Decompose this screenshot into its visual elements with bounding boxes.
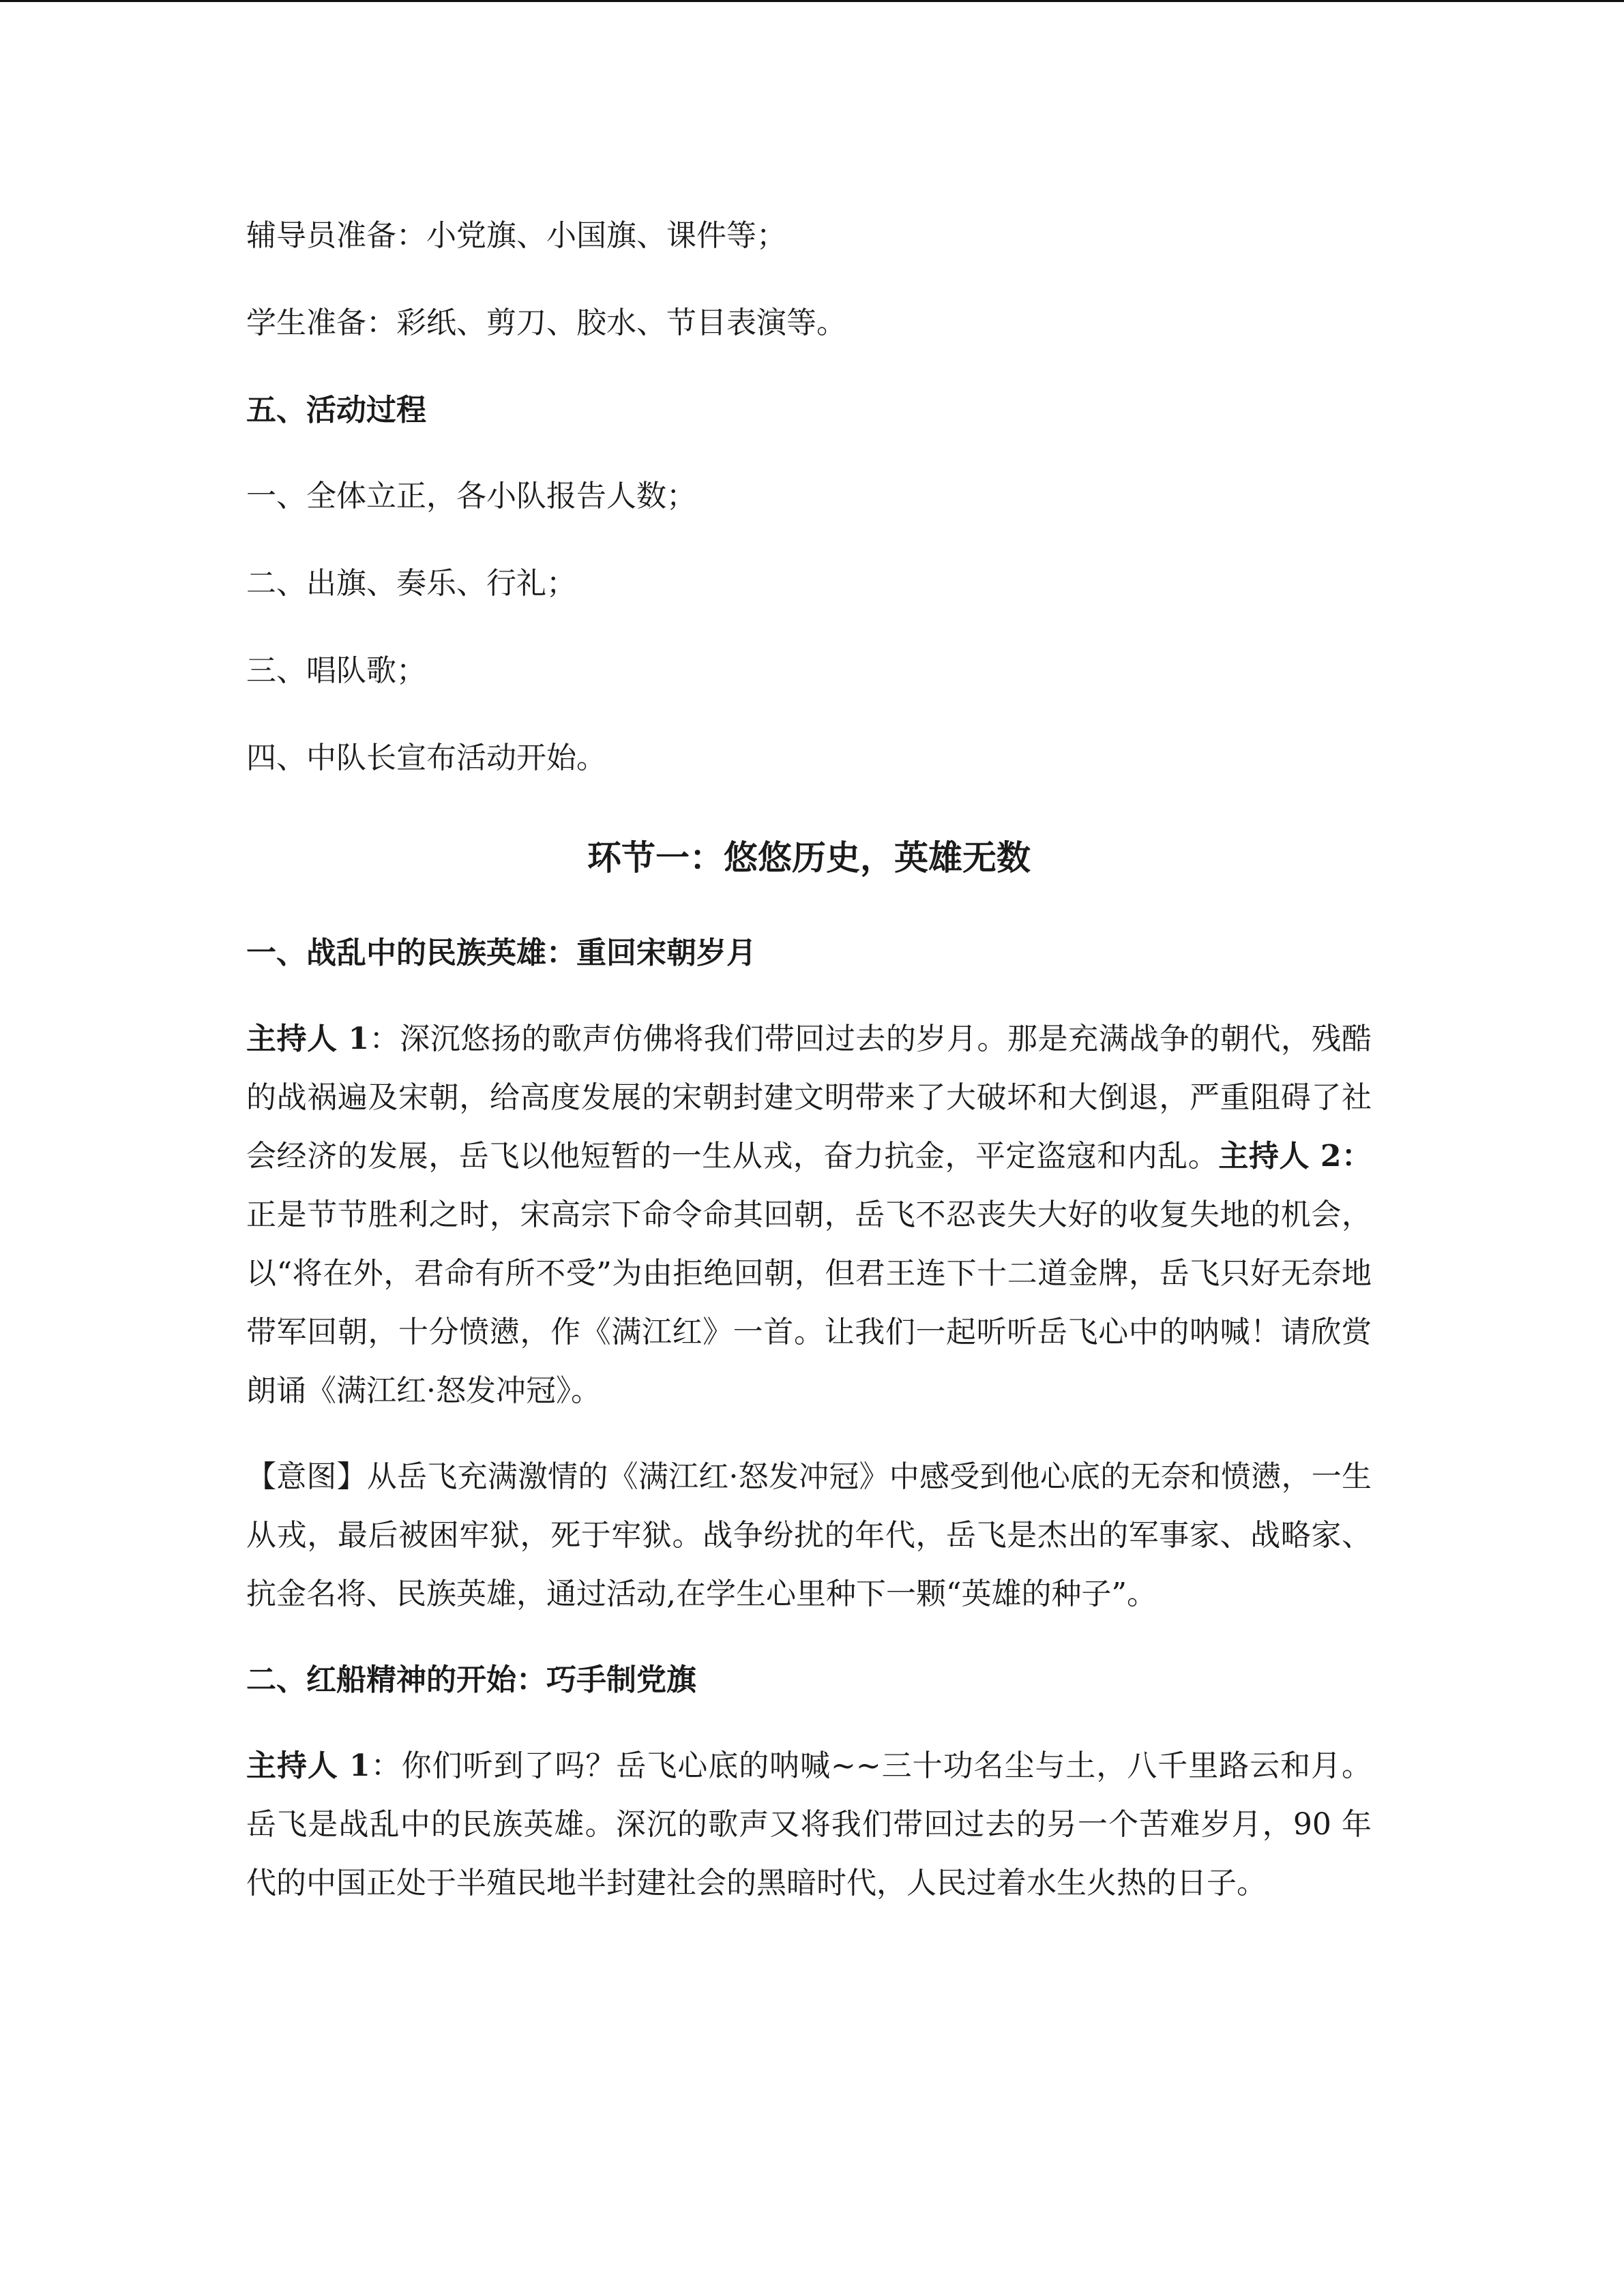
host1-label: 主持人 1 <box>246 1022 370 1056</box>
process-heading: 五、活动过程 <box>246 393 426 428</box>
host1-text-2: ：你们听到了吗？岳飞心底的呐喊~~三十功名尘与土，八千里路云和月。岳飞是战乱中的民族英雄。深沉的歌声又将我们带回过去的另一个苦难岁月，90 年代的中国正处于半殖民地半封建社会的黑暗时代，人民过着水生火热的日子。 <box>246 1748 1372 1900</box>
host2-text: 正是节节胜利之时，宋高宗下命令命其回朝，岳飞不忍丧失大好的收复失地的机会，以“将在外，君命有所不受”为由拒绝回朝，但君王连下十二道金牌，岳飞只好无奈地带军回朝，十分愤懑，作《满江红》一首。让我们一起听听岳飞心中的呐喊！请欣赏朗诵《满江红·怒发冲冠》。 <box>246 1197 1372 1408</box>
student-prep: 学生准备：彩纸、剪刀、胶水、节目表演等。 <box>246 305 846 340</box>
process-step: 四、中队长宣布活动开始。 <box>246 741 606 775</box>
intent-paragraph: 【意图】从岳飞充满激情的《满江红·怒发冲冠》中感受到他心底的无奈和愤懑，一生从戎，最后被困牢狱，死于牢狱。战争纷扰的年代，岳飞是杰出的军事家、战略家、抗金名将、民族英雄，通过活动,在学生心里种下一颗“英雄的种子”。 <box>246 1459 1372 1611</box>
part1-heading: 一、战乱中的民族英雄：重回宋朝岁月 <box>246 936 756 970</box>
document-page <box>246 207 1372 1940</box>
section-title: 环节一：悠悠历史，英雄无数 <box>587 837 1031 878</box>
process-step: 二、出旗、奏乐、行礼； <box>246 566 576 601</box>
host1-label-2: 主持人 1 <box>246 1748 370 1783</box>
counselor-prep: 辅导员准备：小党旗、小国旗、课件等； <box>246 218 786 253</box>
host2-label: 主持人 2： <box>1218 1139 1372 1174</box>
process-step: 三、唱队歌； <box>246 653 426 688</box>
process-step: 一、全体立正，各小队报告人数； <box>246 479 696 513</box>
part2-heading: 二、红船精神的开始：巧手制党旗 <box>246 1663 696 1697</box>
host-dialogue-paragraph-2 <box>246 1737 1372 1913</box>
host-dialogue-paragraph <box>246 1010 1372 1420</box>
host1-text: ：深沉悠扬的歌声仿佛将我们带回过去的岁月。那是充满战争的朝代，残酷的战祸遍及宋朝，给高度发展的宋朝封建文明带来了大破坏和大倒退，严重阻碍了社会经济的发展，岳飞以他短暂的一生从戎，奋力抗金，平定盗寇和内乱。 <box>246 1022 1372 1174</box>
